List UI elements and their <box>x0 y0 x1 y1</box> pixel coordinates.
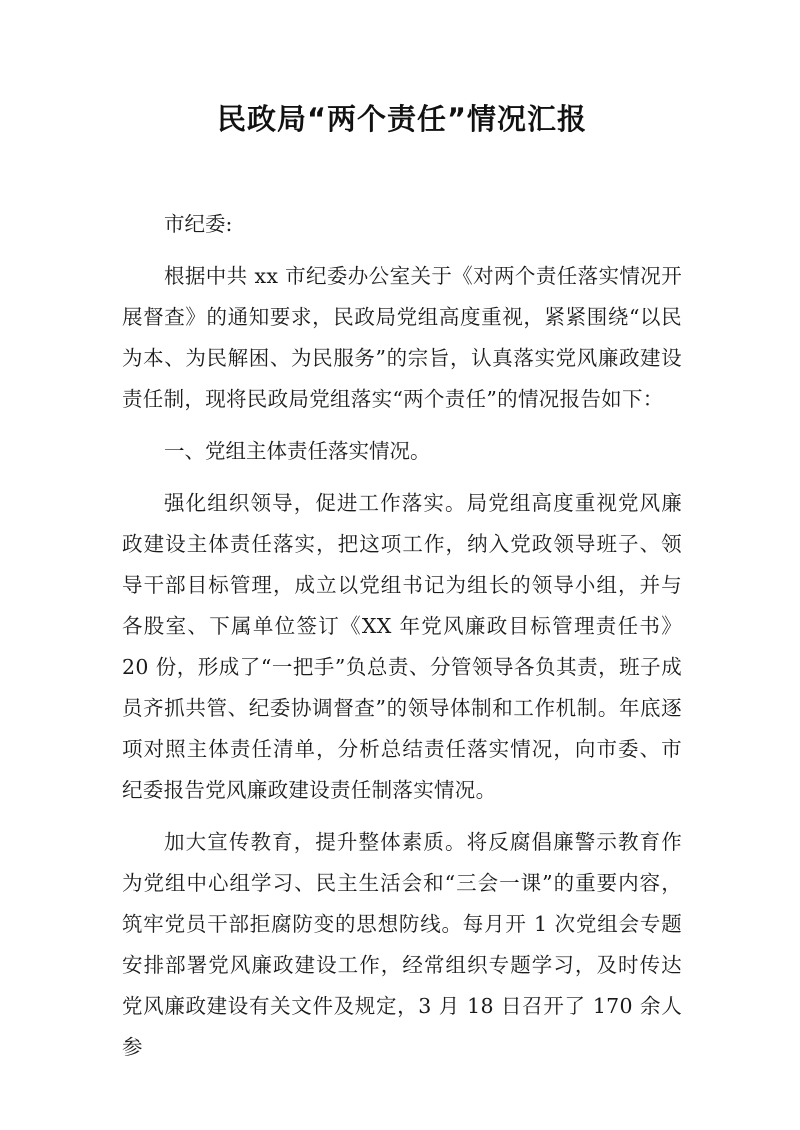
section-1-paragraph-1: 强化组织领导，促进工作落实。局党组高度重视党风廉政建设主体责任落实，把这项工作，纳入党政领导班子、领导干部目标管理，成立以党组书记为组长的领导小组，并与各股室、下属单位签订《XX 年党风廉政目标管理责任书》20 份，形成了“一把手”负总责、分管领导各负其责，班子成员齐抓共管、纪委协调督查”的领导体制和工作机制。年底逐项对照主体责任清单，分析总结责任落实情况，向市委、市纪委报告党风廉政建设责任制落实情况。 <box>122 491 682 802</box>
section-1-paragraph-2: 加大宣传教育，提升整体素质。将反腐倡廉警示教育作为党组中心组学习、民主生活会和“三会一课”的重要内容，筑牢党员干部拒腐防变的思想防线。每月开 1 次党组会专题安排部署党风廉政建设工作，经常组织专题学习，及时传达党风廉政建设有关文件及规定，3 月 18 日召开了 170 余人参 <box>122 830 682 1059</box>
intro-paragraph: 根据中共 xx 市纪委办公室关于《对两个责任落实情况开展督查》的通知要求，民政局党组高度重视，紧紧围绕“以民为本、为民解困、为民服务”的宗旨，认真落实党风廉政建设责任制，现将民政局党组落实“两个责任”的情况报告如下： <box>122 264 682 411</box>
document-body <box>122 204 682 1068</box>
document-title: 民政局“两个责任”情况汇报 <box>216 102 588 136</box>
section-heading-1: 一、党组主体责任落实情况。 <box>164 439 431 463</box>
salutation: 市纪委: <box>164 212 233 236</box>
